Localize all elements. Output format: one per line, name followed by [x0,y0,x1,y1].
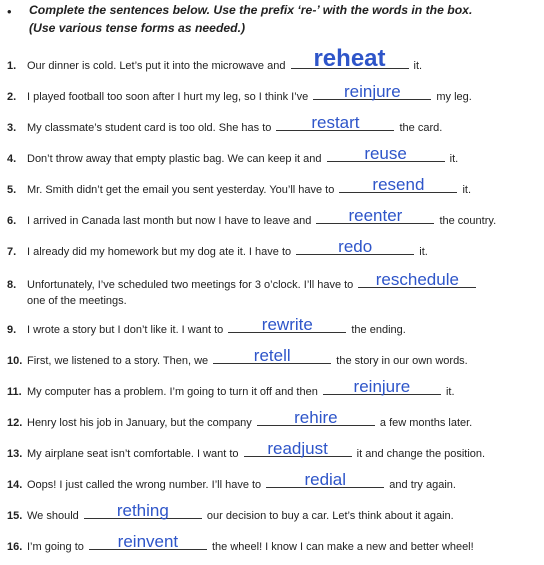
item-number: 10. [7,355,23,367]
item-number: 12. [7,417,23,429]
answer-blank[interactable] [323,377,441,396]
handwritten-answer: reinjure [353,377,411,396]
answer-blank[interactable] [228,315,346,334]
sentence-before: Our dinner is cold. Let’s put it into the microwave and [27,60,289,72]
sentence-after: the card. [396,122,443,134]
sentence-after: our decision to buy a car. Let’s think about it again. [203,510,454,522]
item-number: 8. [7,279,17,291]
instruction-line-1: Complete the sentences below. Use the prefix ‘re-’ with the words in the box. [29,3,473,17]
handwritten-answer: retell [253,346,291,365]
exercise-item-2 [0,82,544,105]
sentence-before: Unfortunately, I’ve scheduled two meetings for 3 o’clock. I’ll have to [27,279,357,291]
exercise-item-3 [0,113,544,136]
sentence-after: the country. [436,215,497,227]
handwritten-answer: rething [116,501,169,520]
exercise-item-8 [0,270,544,293]
item-number: 3. [7,122,17,134]
item-number: 5. [7,184,17,196]
exercise-item-1 [0,45,544,74]
answer-blank[interactable] [213,346,331,365]
sentence-after: and try again. [386,479,456,491]
handwritten-answer: rehire [294,408,338,427]
exercise-item-11 [0,377,544,400]
exercise-item-16 [0,532,544,555]
sentence-before: I already did my homework but my dog ate it. I have to [27,246,295,258]
handwritten-answer: rewrite [261,315,313,334]
exercise-item-4 [0,144,544,167]
answer-blank[interactable] [276,113,394,132]
exercise-item-5 [0,175,544,198]
handwritten-answer: reinjure [343,82,401,101]
item-number: 4. [7,153,17,165]
sentence-continuation: one of the meetings. [27,295,127,307]
sentence-before: Oops! I just called the wrong number. I’ll have to [27,479,265,491]
instruction-line-2: (Use various tense forms as needed.) [29,21,246,35]
answer-blank[interactable] [296,237,414,256]
item-number: 7. [7,246,17,258]
sentence-before: I wrote a story but I don’t like it. I want to [27,324,227,336]
sentence-before: I’m going to [27,541,87,553]
sentence-before: I played football too soon after I hurt my leg, so I think I’ve [27,91,312,103]
exercise-item-13 [0,439,544,462]
item-number: 6. [7,215,17,227]
exercise-item-15 [0,501,544,524]
sentence-after: it and change the position. [353,448,486,460]
item-number: 1. [7,60,17,72]
item-number: 16. [7,541,23,553]
exercise-item-7 [0,237,544,260]
handwritten-answer: redial [304,470,347,489]
handwritten-answer: reschedule [375,270,459,289]
sentence-after: it. [442,386,455,398]
sentence-after: it. [416,246,428,258]
answer-blank[interactable] [313,82,431,101]
sentence-after: the wheel! I know I can make a new and better wheel! [208,541,474,553]
handwritten-answer: reheat [313,45,386,72]
handwritten-answer: redo [338,237,373,256]
exercise-item-12 [0,408,544,431]
sentence-after: my leg. [433,91,472,103]
handwritten-answer: restart [311,113,360,132]
handwritten-answer: readjust [267,439,328,458]
handwritten-answer: reenter [348,206,403,225]
item-number: 11. [7,386,22,398]
exercise-item-6 [0,206,544,229]
item-number: 15. [7,510,23,522]
exercise-item-14 [0,470,544,493]
answer-blank[interactable] [358,270,476,289]
item-number: 2. [7,91,17,103]
item-number: 14. [7,479,23,491]
answer-blank[interactable] [89,532,207,551]
sentence-after: it. [446,153,459,165]
answer-blank[interactable] [327,144,445,163]
sentence-after: the ending. [348,324,406,336]
sentence-before: Don’t throw away that empty plastic bag. We can keep it and [27,153,325,165]
answer-blank[interactable] [244,439,352,458]
sentence-before: My airplane seat isn’t comfortable. I want to [27,448,242,460]
exercise-item-10 [0,346,544,369]
sentence-before: First, we listened to a story. Then, we [27,355,212,367]
sentence-before: My computer has a problem. I’m going to turn it off and then [27,386,321,398]
item-number: 9. [7,324,17,336]
sentence-after: a few months later. [376,417,473,429]
sentence-before: I arrived in Canada last month but now I have to leave and [27,215,315,227]
exercise-item-9 [0,315,544,338]
item-number: 13. [7,448,23,460]
handwritten-answer: reuse [364,144,407,163]
sentence-after: the story in our own words. [333,355,468,367]
answer-blank[interactable] [316,206,434,225]
answer-blank[interactable] [291,45,409,72]
sentence-before: We should [27,510,82,522]
answer-blank[interactable] [339,175,457,194]
answer-blank[interactable] [84,501,202,520]
sentence-before: Henry lost his job in January, but the company [27,417,255,429]
answer-blank[interactable] [257,408,375,427]
handwritten-answer: resend [372,175,425,194]
sentence-after: it. [410,60,423,72]
sentence-before: Mr. Smith didn’t get the email you sent yesterday. You’ll have to [27,184,338,196]
sentence-after: it. [459,184,472,196]
handwritten-answer: reinvent [117,532,179,551]
bullet-icon: • [7,4,12,19]
answer-blank[interactable] [266,470,384,489]
sentence-before: My classmate’s student card is too old. She has to [27,122,275,134]
